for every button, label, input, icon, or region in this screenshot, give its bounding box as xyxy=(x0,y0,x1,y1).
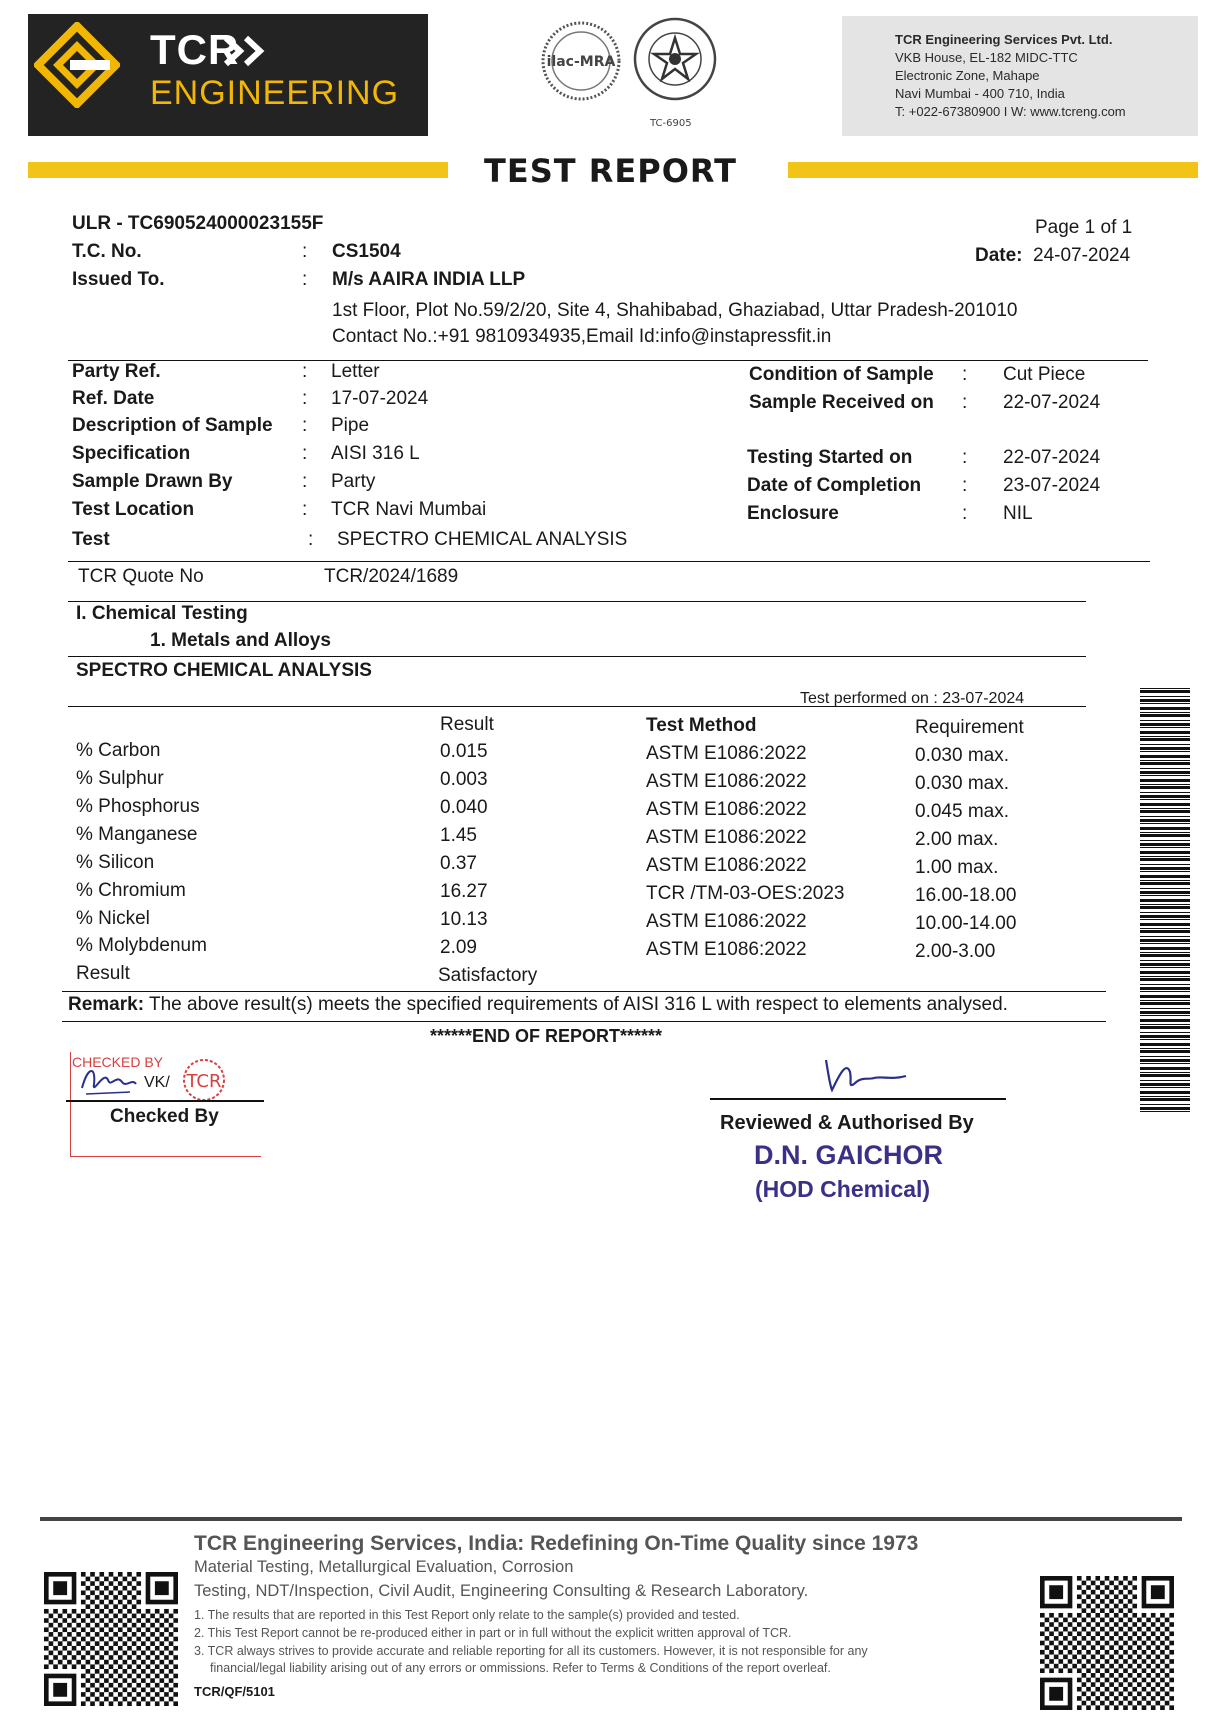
field-label: Enclosure xyxy=(747,503,839,524)
divider xyxy=(68,601,1086,602)
address-line: T: +022-67380900 I W: www.tcreng.com xyxy=(895,104,1126,119)
requirement: 1.00 max. xyxy=(915,857,999,878)
footer-note: financial/legal liability arising out of any errors or ommissions. Refer to Terms & Conditions of the report overleaf. xyxy=(210,1661,831,1675)
requirement: 0.045 max. xyxy=(915,801,1009,822)
remark-text: The above result(s) meets the specified requirements of AISI 316 L with respect to elements analysed. xyxy=(148,994,1008,1015)
divider xyxy=(62,1021,1106,1022)
field-value: 17-07-2024 xyxy=(331,388,429,409)
field-value: 23-07-2024 xyxy=(1003,475,1101,496)
divider xyxy=(68,561,1150,562)
colon: : xyxy=(962,447,968,468)
element-name: % Silicon xyxy=(76,852,155,873)
tcr-stamp-icon xyxy=(176,1056,232,1104)
field-value: 22-07-2024 xyxy=(1003,392,1101,413)
result-value: 0.003 xyxy=(440,769,488,790)
test-performed-on: Test performed on : 23-07-2024 xyxy=(800,690,1025,707)
colon: : xyxy=(962,475,968,496)
ilac-mra-seal-icon xyxy=(540,20,622,102)
issued-to-address: 1st Floor, Plot No.59/2/20, Site 4, Shahibabad, Ghaziabad, Uttar Pradesh-201010 xyxy=(332,300,1018,321)
requirement: 10.00-14.00 xyxy=(915,913,1017,934)
colon: : xyxy=(302,443,308,464)
nabl-seal-icon xyxy=(632,16,718,106)
result-value: 0.37 xyxy=(440,853,477,874)
page-number: Page 1 of 1 xyxy=(1035,217,1133,238)
logo-chevrons-icon xyxy=(222,34,268,68)
remark-label: Remark: xyxy=(68,994,145,1015)
issued-to-label: Issued To. xyxy=(72,269,165,290)
header-requirement: Requirement xyxy=(915,717,1024,738)
reviewed-by-label: Reviewed & Authorised By xyxy=(720,1112,974,1134)
colon: : xyxy=(302,471,308,492)
footer-services-line: Material Testing, Metallurgical Evaluation, Corrosion xyxy=(194,1558,574,1576)
field-value: TCR Navi Mumbai xyxy=(331,499,487,520)
element-name: % Manganese xyxy=(76,824,198,845)
colon: : xyxy=(302,415,308,436)
report-title: TEST REPORT xyxy=(484,152,737,190)
element-name: % Molybdenum xyxy=(76,935,207,956)
element-name: % Sulphur xyxy=(76,768,164,789)
vertical-barcode-icon xyxy=(1140,688,1190,1114)
colon: : xyxy=(962,503,968,524)
field-value: Party xyxy=(331,471,376,492)
quote-value: TCR/2024/1689 xyxy=(324,566,459,587)
company-name: TCR Engineering Services Pvt. Ltd. xyxy=(895,32,1113,47)
colon: : xyxy=(302,361,308,382)
element-name: % Chromium xyxy=(76,880,186,901)
colon: : xyxy=(302,269,308,290)
qr-code-left-icon xyxy=(44,1572,178,1706)
field-value: Letter xyxy=(331,361,380,382)
tc-code: TC-6905 xyxy=(650,118,692,129)
requirement: 2.00-3.00 xyxy=(915,941,996,962)
footer-note: 2. This Test Report cannot be re-produced either in part or in full without the explicit written approval of TCR. xyxy=(194,1626,792,1640)
qr-code-right-icon xyxy=(1040,1576,1174,1710)
overall-result: Satisfactory xyxy=(438,965,538,986)
test-method: ASTM E1086:2022 xyxy=(646,827,807,848)
field-label: Test Location xyxy=(72,499,195,520)
test-method: ASTM E1086:2022 xyxy=(646,771,807,792)
field-value: SPECTRO CHEMICAL ANALYSIS xyxy=(337,529,628,550)
field-value: 22-07-2024 xyxy=(1003,447,1101,468)
checked-stamp-text: CHECKED BY xyxy=(72,1054,164,1070)
test-method: ASTM E1086:2022 xyxy=(646,911,807,932)
field-label: Date of Completion xyxy=(747,475,922,496)
footer-note: 1. The results that are reported in this Test Report only relate to the sample(s) provided and tested. xyxy=(194,1608,740,1622)
address-line: Electronic Zone, Mahape xyxy=(895,68,1040,83)
field-label: Party Ref. xyxy=(72,361,161,382)
signatory-title: (HOD Chemical) xyxy=(755,1176,931,1202)
remark-line xyxy=(68,994,1008,1016)
tcr-logo-icon xyxy=(34,22,120,108)
checked-by-label: Checked By xyxy=(110,1106,219,1127)
colon: : xyxy=(962,392,968,413)
checked-sign-line xyxy=(66,1100,264,1102)
element-name: % Nickel xyxy=(76,908,150,929)
field-label: Sample Drawn By xyxy=(72,471,233,492)
divider xyxy=(68,360,1148,361)
colon: : xyxy=(302,499,308,520)
field-label: Condition of Sample xyxy=(749,364,934,385)
test-method: ASTM E1086:2022 xyxy=(646,939,807,960)
result-value: 0.015 xyxy=(440,741,488,762)
tc-no-label: T.C. No. xyxy=(72,241,142,262)
footer-services-line: Testing, NDT/Inspection, Civil Audit, Engineering Consulting & Research Laboratory. xyxy=(194,1582,809,1600)
test-method: ASTM E1086:2022 xyxy=(646,743,807,764)
field-value: NIL xyxy=(1003,503,1033,524)
section-heading: I. Chemical Testing xyxy=(76,603,248,624)
test-method: TCR /TM-03-OES:2023 xyxy=(646,883,845,904)
colon: : xyxy=(302,241,308,262)
ulr-number: ULR - TC690524000023155F xyxy=(72,213,324,234)
address-line: VKB House, EL-182 MIDC-TTC xyxy=(895,50,1078,65)
requirement: 2.00 max. xyxy=(915,829,999,850)
signatory-name: D.N. GAICHOR xyxy=(754,1140,943,1170)
analysis-title: SPECTRO CHEMICAL ANALYSIS xyxy=(76,660,372,681)
colon: : xyxy=(308,529,314,550)
logo-tcr-text: TCR xyxy=(150,26,240,73)
quote-label: TCR Quote No xyxy=(78,566,204,587)
result-value: 16.27 xyxy=(440,881,488,902)
colon: : xyxy=(302,388,308,409)
field-label: Description of Sample xyxy=(72,415,273,436)
issued-to-contact: Contact No.:+91 9810934935,Email Id:info@instapressfit.in xyxy=(332,326,832,347)
field-value: AISI 316 L xyxy=(331,443,420,464)
footer-note: 3. TCR always strives to provide accurate and reliable reporting for all its customers. However, it is not responsible for any xyxy=(194,1644,868,1658)
field-label: Specification xyxy=(72,443,191,464)
report-date: 24-07-2024 xyxy=(1033,245,1131,266)
header-test-method: Test Method xyxy=(646,715,757,736)
field-label: Testing Started on xyxy=(747,447,913,468)
field-value: Cut Piece xyxy=(1003,364,1086,385)
divider xyxy=(68,706,1086,707)
issued-to-name: M/s AAIRA INDIA LLP xyxy=(332,269,526,290)
divider xyxy=(62,991,1106,992)
svg-text:TCR: TCR xyxy=(186,1071,222,1092)
result-value: 0.040 xyxy=(440,797,488,818)
field-label: Sample Received on xyxy=(749,392,934,413)
checker-initials: VK/ xyxy=(144,1074,170,1091)
element-name: % Phosphorus xyxy=(76,796,200,817)
divider xyxy=(68,656,1086,657)
date-label: Date: xyxy=(975,245,1023,266)
checker-signature-icon xyxy=(78,1060,140,1100)
test-method: ASTM E1086:2022 xyxy=(646,855,807,876)
colon: : xyxy=(962,364,968,385)
test-method: ASTM E1086:2022 xyxy=(646,799,807,820)
tc-no-value: CS1504 xyxy=(332,241,401,262)
end-of-report: ******END OF REPORT****** xyxy=(430,1026,663,1046)
requirement: 16.00-18.00 xyxy=(915,885,1017,906)
field-label: Test xyxy=(72,529,110,550)
requirement: 0.030 max. xyxy=(915,745,1009,766)
footer-tagline: TCR Engineering Services, India: Redefining On-Time Quality since 1973 xyxy=(194,1532,919,1555)
section-subheading: 1. Metals and Alloys xyxy=(150,630,331,651)
field-value: Pipe xyxy=(331,415,370,436)
logo-engineering-text: ENGINEERING xyxy=(150,74,400,112)
result-label: Result xyxy=(76,963,130,984)
element-name: % Carbon xyxy=(76,740,161,761)
result-value: 1.45 xyxy=(440,825,477,846)
footer-rule xyxy=(40,1517,1182,1521)
authorised-sign-line xyxy=(710,1098,1006,1100)
result-value: 2.09 xyxy=(440,937,477,958)
result-value: 10.13 xyxy=(440,909,488,930)
requirement: 0.030 max. xyxy=(915,773,1009,794)
authoriser-signature-icon xyxy=(820,1050,910,1098)
address-line: Navi Mumbai - 400 710, India xyxy=(895,86,1065,101)
form-code: TCR/QF/5101 xyxy=(194,1684,275,1699)
header-result: Result xyxy=(440,714,494,735)
field-label: Ref. Date xyxy=(72,388,155,409)
svg-text:ilac-MRA: ilac-MRA xyxy=(546,54,616,70)
